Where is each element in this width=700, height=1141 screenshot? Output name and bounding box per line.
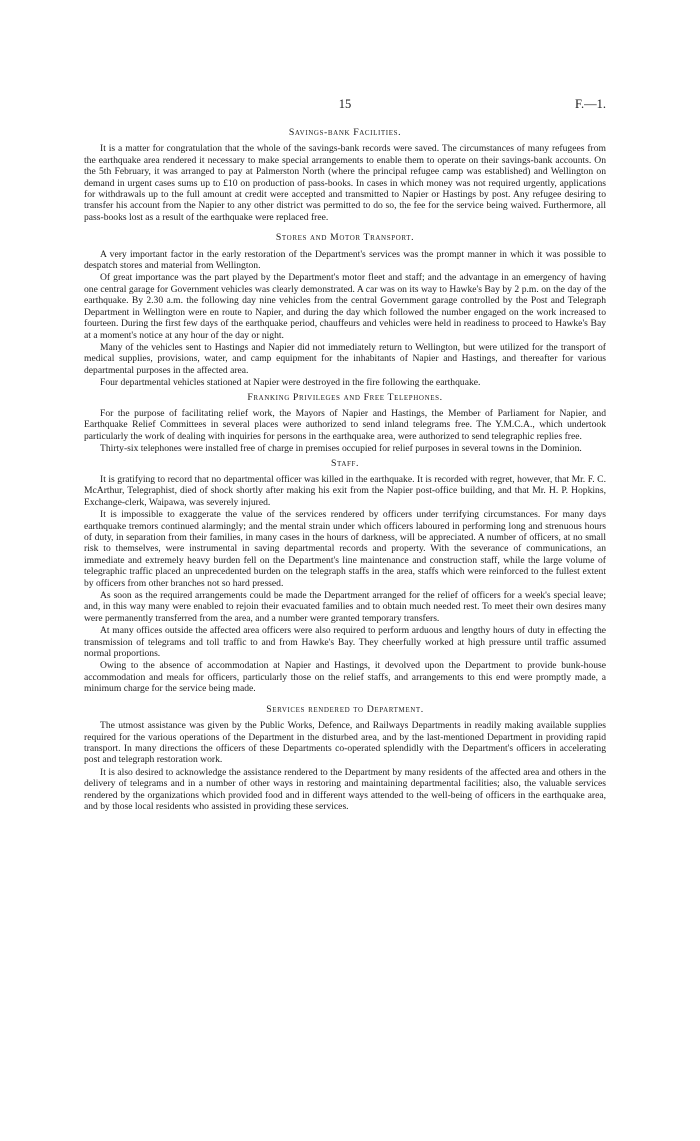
section-heading-savings-bank: Savings-bank Facilities. [288, 127, 402, 138]
paragraph: Four departmental vehicles stationed at Napier were destroyed in the fire following the earthquake. [100, 377, 481, 389]
paragraph: The utmost assistance was given by the Public Works, Defence, and Railways Departments in readily making available supplies required for the various operations of the Department in the disturbed area, and by the last-mentioned Department in providing rapid transport. In many directions the officers of these Departments co-operated splendidly with the Department's officers in accelerating post and telegraph restoration work. [84, 720, 606, 766]
section-heading-franking-privileges: Franking Privileges and Free Telephones. [247, 391, 443, 403]
page-number: 15 [338, 97, 352, 111]
paragraph: A very important factor in the early restoration of the Department's services was the prompt manner in which it was possible to despatch stores and material from Wellington. [84, 248, 606, 272]
paragraph: For the purpose of facilitating relief work, the Mayors of Napier and Hastings, the Member of Parliament for Napier, and Earthquake Relief Committees in several places were authorized to send inland telegrams free. The Y.M.C.A., which undertook particularly the work of dealing with inquiries for persons in the earthquake area, were authorized to send telegraphic replies free. [84, 407, 606, 442]
paragraph: It is impossible to exaggerate the value of the services rendered by officers under terrifying circumstances. For many days earthquake tremors continued alarmingly; and the mental strain under which officers laboured in performing long and strenuous hours of duty, in separation from their families, in many cases in the hours of darkness, will be appreciated. A number of officers, at no small risk to themselves, were instrumental in saving departmental records and property. With the severance of communications, an immediate and extremely heavy burden fell on the Department's line maintenance and construction staff, while the large volume of telegraphic traffic placed an unprecedented burden on the telegraph staffs in the area, staffs which were reinforced to the fullest extent by officers from other branches not so hard pressed. [84, 509, 606, 589]
paragraph: Of great importance was the part played by the Department's motor fleet and staff; and the advantage in an emergency of having one central garage for Government vehicles was clearly demonstrated. A car was on its way to Hawke's Bay by 2 p.m. on the day of the earthquake. By 2.30 a.m. the following day nine vehicles from the central Government garage controlled by the Post and Telegraph Department in Wellington were en route to Napier, and during the day which followed the number engaged on the work increased to fourteen. During the first few days of the earthquake period, chauffeurs and vehicles were held in readiness to proceed to Hawke's Bay at a moment's notice at any hour of the day or night. [84, 272, 606, 341]
paragraph: It is also desired to acknowledge the assistance rendered to the Department by many residents of the affected area and others in the delivery of telegrams and in a number of other ways in restoring and maintaining departmental facilities; also, the valuable services rendered by the organizations which provided food and in different ways attended to the well-being of officers in the earthquake area, and by those local residents who assisted in providing these services. [84, 766, 606, 812]
paragraph: As soon as the required arrangements could be made the Department arranged for the relief of officers for a week's special leave; and, in this way many were enabled to rejoin their evacuated families and to obtain much needed rest. To meet their own desires many were permanently transferred from the area, and a number were granted temporary transfers. [84, 590, 606, 624]
section-heading-stores-motor-transport: Stores and Motor Transport. [275, 232, 415, 244]
page-reference: F.—1. [575, 97, 606, 111]
section-heading-staff: Staff. [330, 457, 360, 469]
paragraph: It is a matter for congratulation that the whole of the savings-bank records were saved. The circumstances of many refugees from the earthquake area rendered it necessary to make special arrangements to enable them to operate on their savings-bank accounts. On the 5th February, it was arranged to pay at Palmerston North (where the principal refugee camp was established) and Wellington on demand in urgent cases sums up to £10 on production of pass-books. In cases in which money was not required urgently, applications for withdrawals up to the full amount at credit were accepted and transmitted to Napier or Hastings by post. Any refugee desiring to transfer his account from the Napier to any other district was permitted to do so, the fee for the service being waived. Furthermore, all pass-books lost as a result of the earthquake were replaced free. [84, 143, 606, 223]
paragraph: At many offices outside the affected area officers were also required to perform arduous and lengthy hours of duty in effecting the transmission of telegrams and toll traffic to and from Hawke's Bay. They cheerfully worked at high pressure until traffic assumed normal proportions. [84, 625, 606, 660]
document-body [84, 124, 606, 813]
section-heading-services-rendered: Services rendered to Department. [266, 703, 424, 715]
paragraph: Owing to the absence of accommodation at Napier and Hastings, it devolved upon the Department to provide bunk-house accommodation and meals for officers, particularly those on the relief staffs, and arrangements to this end were promptly made, a minimum charge for the service being made. [84, 660, 606, 695]
paragraph: Many of the vehicles sent to Hastings and Napier did not immediately return to Wellington, but were utilized for the transport of medical supplies, provisions, water, and camp equipment for the inhabitants of Napier and Hastings, and thereafter for various departmental purposes in the affected area. [84, 341, 606, 376]
paragraph: Thirty-six telephones were installed free of charge in premises occupied for relief purposes in several towns in the Dominion. [100, 443, 582, 455]
page-header [84, 96, 606, 112]
paragraph: It is gratifying to record that no departmental officer was killed in the earthquake. It is recorded with regret, however, that Mr. F. C. McArthur, Telegraphist, died of shock shortly after making his exit from the Napier post-office building, and that Mr. H. P. Hopkins, Exchange-clerk, Waipawa, was severely injured. [84, 473, 606, 508]
